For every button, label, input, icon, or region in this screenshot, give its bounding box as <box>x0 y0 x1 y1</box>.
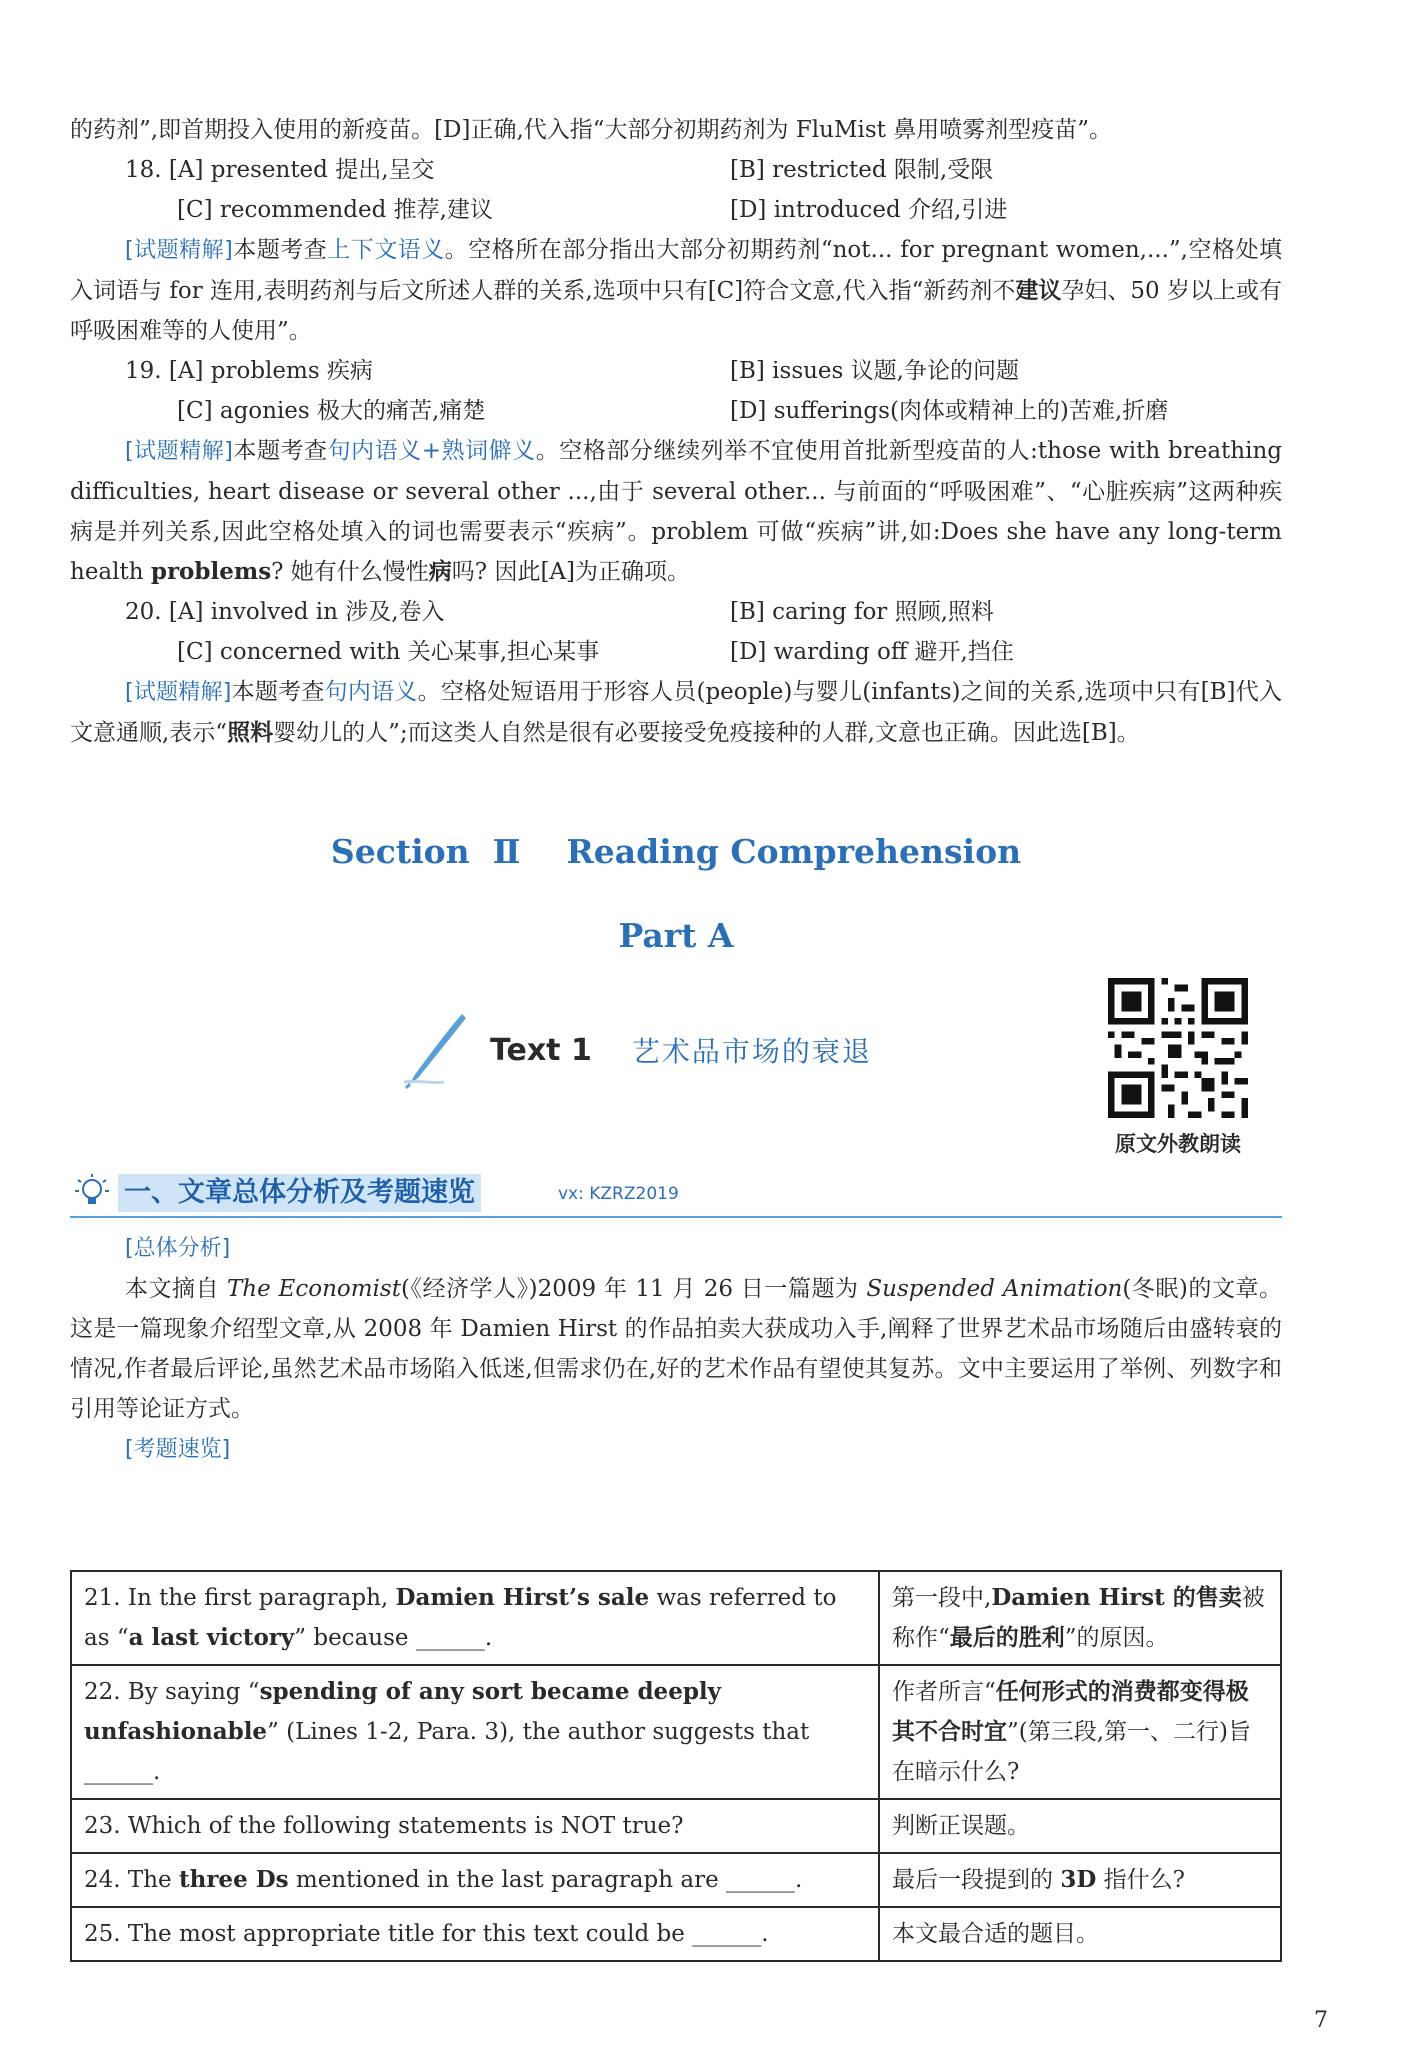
q20-option-d: [D] warding off 避开,挡住 <box>730 639 1014 665</box>
question-cell: 22. By saying “spending of any sort became deeply unfashionable” (Lines 1-2, Para. 3), the author suggests that ______. <box>71 1665 879 1799</box>
q18-options-row2 <box>70 190 1282 230</box>
q18-option-c: [C] recommended 推荐,建议 <box>177 197 493 223</box>
hint-cell: 最后一段提到的 3D 指什么? <box>879 1853 1281 1907</box>
table-row <box>71 1799 1281 1853</box>
q20-explanation: [试题精解]本题考查句内语义。空格处短语用于形容人员(people)与婴儿(infants)之间的关系,选项中只有[B]代入文意通顺,表示“照料婴幼儿的人”;而这类人自然是很有必要接受免疫接种的人群,文意也正确。因此选[B]。 <box>70 679 1283 746</box>
hint-cell: 第一段中,Damien Hirst 的售卖被称作“最后的胜利”的原因。 <box>879 1571 1281 1665</box>
q19-options-row1 <box>70 351 1282 391</box>
q18-explanation: [试题精解]本题考查上下文语义。空格所在部分指出大部分初期药剂“not... for pregnant women,...”,空格处填入词语与 for 连用,表明药剂与后文所述人群的关系,选项中只有[C]符合文意,代入指“新药剂不建议孕妇、50 岁以上或有呼吸困难等的人使用”。 <box>70 237 1283 344</box>
part-title: Part A <box>618 916 734 955</box>
preview-tag: [考题速览] <box>125 1437 231 1462</box>
section-title: Section Ⅱ Reading Comprehension <box>330 832 1022 871</box>
table-row <box>71 1665 1281 1799</box>
q19-tag: [试题精解] <box>125 439 233 464</box>
vx-watermark: vx: KZRZ2019 <box>558 1184 679 1204</box>
q18-options-row1 <box>70 150 1282 190</box>
question-cell: 25. The most appropriate title for this text could be ______. <box>71 1907 879 1961</box>
table-row <box>71 1907 1281 1961</box>
overview-paragraph: 本文摘自 The Economist(《经济学人》)2009 年 11 月 26 日一篇题为 Suspended Animation(冬眠)的文章。这是一篇现象介绍型文章,从 2008 年 Damien Hirst 的作品拍卖大获成功入手,阐释了世界艺术品市场随后由盛转衰的情况,作者最后评论,虽然艺术品市场陷入低迷,但需求仍在,好的艺术作品有望使其复苏。文中主要运用了举例、列数字和引用等论证方式。 <box>70 1276 1282 1422</box>
hint-cell: 作者所言“任何形式的消费都变得极其不合时宜”(第三段,第一、二行)旨在暗示什么? <box>879 1665 1281 1799</box>
q20-focus: 句内语义 <box>324 679 418 705</box>
q19-options-row2 <box>70 391 1282 431</box>
q20-options-row1 <box>70 592 1282 632</box>
table-row <box>71 1853 1281 1907</box>
question-cell: 21. In the first paragraph, Damien Hirst’s sale was referred to as “a last victory” because ______. <box>71 1571 879 1665</box>
page-body <box>70 110 1328 2033</box>
question-cell: 23. Which of the following statements is NOT true? <box>71 1799 879 1853</box>
q20-option-c: [C] concerned with 关心某事,担心某事 <box>177 639 600 665</box>
q19-option-a: 19. [A] problems 疾病 <box>125 358 373 384</box>
q19-focus: 句内语义+熟词僻义 <box>327 438 536 464</box>
q19-option-c: [C] agonies 极大的痛苦,痛楚 <box>177 398 486 424</box>
analysis-header-label: 一、文章总体分析及考题速览 <box>118 1174 481 1212</box>
q19-option-b: [B] issues 议题,争论的问题 <box>730 358 1019 384</box>
q18-option-d: [D] introduced 介绍,引进 <box>730 197 1008 223</box>
carryover-line: 的药剂”,即首期投入使用的新疫苗。[D]正确,代入指“大部分初期药剂为 FluMist 鼻用喷雾剂型疫苗”。 <box>70 117 1112 143</box>
hint-cell: 本文最合适的题目。 <box>879 1907 1281 1961</box>
q18-focus: 上下文语义 <box>327 237 445 263</box>
q20-option-a: 20. [A] involved in 涉及,卷入 <box>125 599 445 625</box>
header-rule <box>70 1216 1282 1218</box>
q18-option-a: 18. [A] presented 提出,呈交 <box>125 157 435 183</box>
qr-code-icon[interactable] <box>1108 978 1248 1118</box>
table-row <box>71 1571 1281 1665</box>
qr-caption: 原文外教朗读 <box>1115 1132 1241 1156</box>
q20-options-row2 <box>70 632 1282 672</box>
q20-option-b: [B] caring for 照顾,照料 <box>730 599 994 625</box>
overview-tag: [总体分析] <box>125 1236 231 1261</box>
text-label: Text 1 <box>490 1032 592 1068</box>
pen-icon <box>400 1010 470 1090</box>
question-preview-table <box>70 1570 1282 1962</box>
question-cell: 24. The three Ds mentioned in the last paragraph are ______. <box>71 1853 879 1907</box>
lightbulb-icon <box>72 1172 112 1212</box>
q18-option-b: [B] restricted 限制,受限 <box>730 157 994 183</box>
hint-cell: 判断正误题。 <box>879 1799 1281 1853</box>
q19-option-d: [D] sufferings(肉体或精神上的)苦难,折磨 <box>730 398 1169 424</box>
q18-tag: [试题精解] <box>125 238 233 263</box>
overview-block <box>70 1228 1282 1470</box>
text-title: 艺术品市场的衰退 <box>631 1035 872 1068</box>
analysis-header <box>70 1168 1282 1218</box>
q20-tag: [试题精解] <box>125 680 232 705</box>
q19-explanation: [试题精解]本题考查句内语义+熟词僻义。空格部分继续列举不宜使用首批新型疫苗的人:those with breathing difficulties, heart disease or several other ...,由于 several other... 与前面的“呼吸困难”、“心脏疾病”这两种疾病是并列关系,因此空格处填入的词也需要表示“疾病”。problem 可做“疾病”讲,如:Does she have any long-term health problems? 她有什么慢性病吗? 因此[A]为正确项。 <box>70 438 1283 585</box>
text-heading <box>400 1010 872 1090</box>
page-number: 7 <box>1314 2008 1328 2033</box>
